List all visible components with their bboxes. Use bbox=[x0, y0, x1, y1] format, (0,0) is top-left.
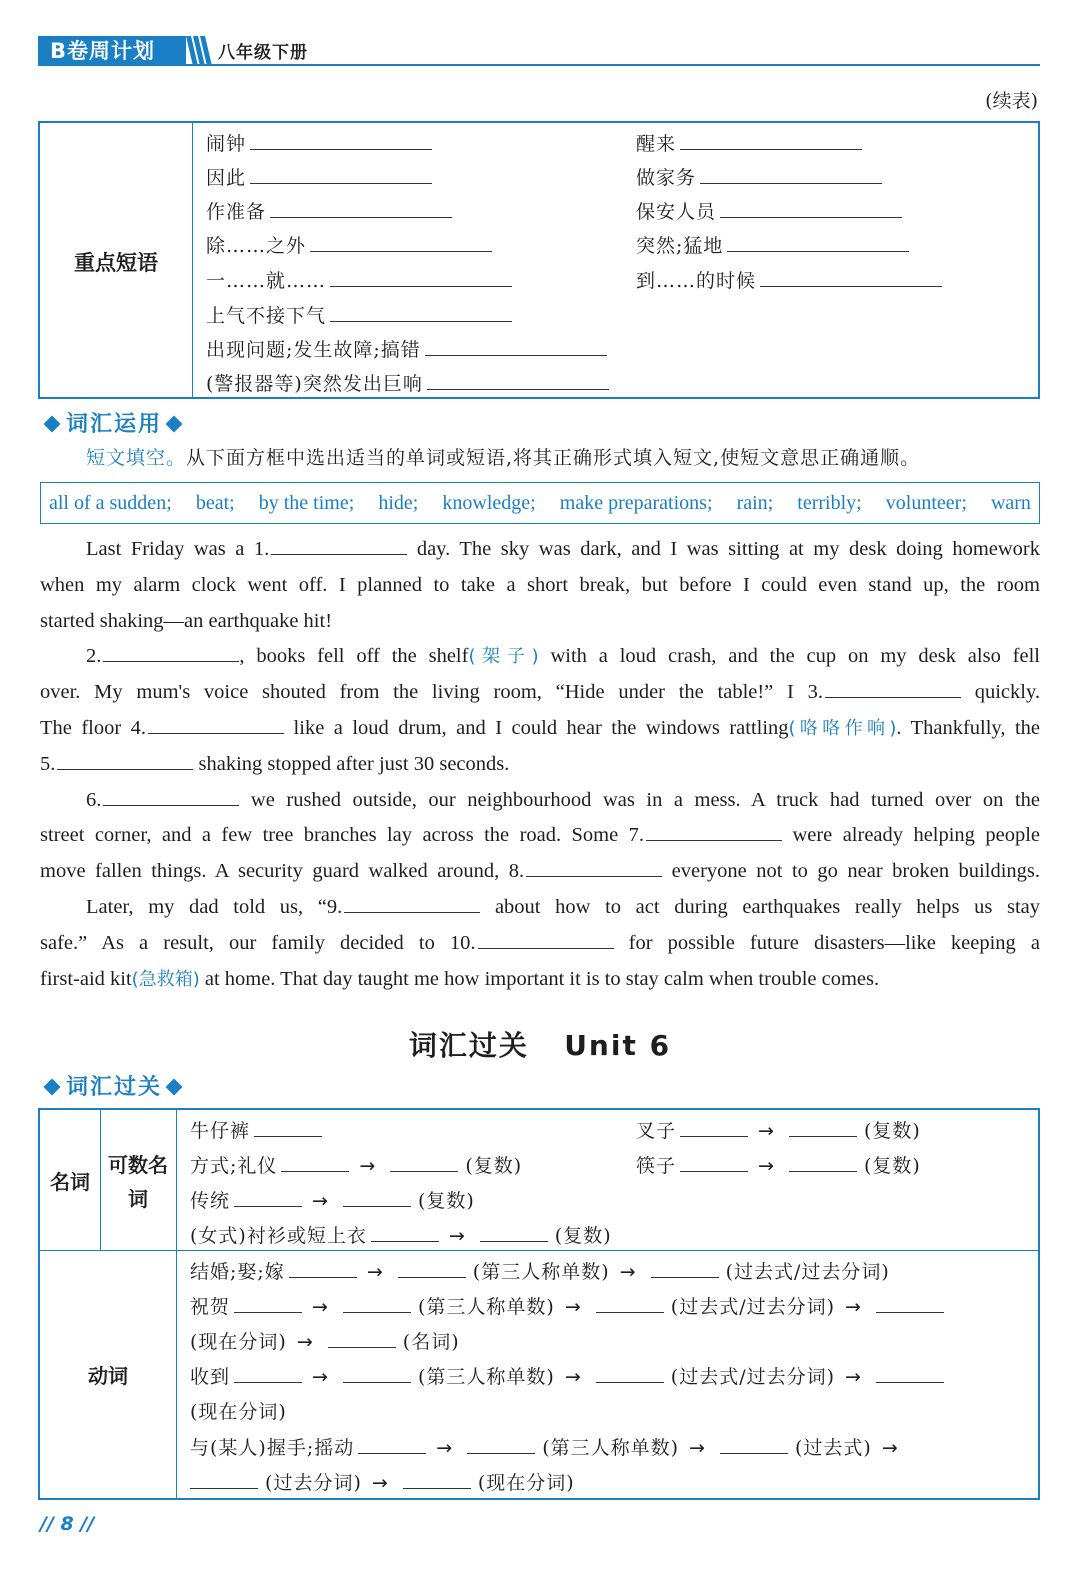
vocab-item: 收到 → (第三人称单数) → (过去式/过去分词) → bbox=[190, 1362, 944, 1389]
vocab-item: 筷子 → (复数) bbox=[636, 1155, 921, 1177]
answer-blank[interactable] bbox=[825, 697, 961, 698]
answer-blank[interactable] bbox=[760, 286, 942, 287]
answer-blank[interactable] bbox=[250, 183, 432, 184]
section-vocab-check: 词汇过关 bbox=[40, 1070, 188, 1101]
answer-blank[interactable] bbox=[398, 1277, 466, 1278]
grade-label: 八年级下册 bbox=[218, 43, 308, 63]
answer-blank[interactable] bbox=[190, 1488, 258, 1489]
phrase-item: 一……就…… bbox=[206, 266, 512, 293]
instruction: 短文填空。从下面方框中选出适当的单词或短语,将其正确形式填入短文,使短文意思正确通顺。 bbox=[86, 447, 921, 469]
answer-blank[interactable] bbox=[427, 389, 609, 390]
word-bank-item: warn bbox=[990, 492, 1031, 514]
vocab-item: (现在分词) → (名词) bbox=[190, 1331, 460, 1353]
answer-blank[interactable] bbox=[358, 1453, 426, 1454]
phrase-item: 作准备 bbox=[206, 197, 452, 224]
series-badge: B卷周计划 bbox=[38, 36, 186, 66]
vocab-item: (过去分词) → (现在分词) bbox=[190, 1468, 575, 1495]
answer-blank[interactable] bbox=[343, 1382, 411, 1383]
word-bank-item: by the time; bbox=[258, 492, 355, 514]
vocab-item: 祝贺 → (第三人称单数) → (过去式/过去分词) → bbox=[190, 1292, 944, 1319]
answer-blank[interactable] bbox=[646, 840, 782, 841]
answer-blank[interactable] bbox=[328, 1347, 396, 1348]
slash-icon: // bbox=[80, 1513, 95, 1535]
answer-blank[interactable] bbox=[478, 948, 614, 949]
answer-blank[interactable] bbox=[720, 1453, 788, 1454]
diamond-icon bbox=[166, 415, 183, 432]
slash-icon: // bbox=[40, 1513, 54, 1535]
key-phrases-title: 重点短语 bbox=[74, 251, 158, 275]
answer-blank[interactable] bbox=[876, 1382, 944, 1383]
diamond-icon bbox=[44, 415, 61, 432]
word-bank-item: all of a sudden; bbox=[49, 492, 172, 514]
answer-blank[interactable] bbox=[330, 321, 512, 322]
answer-blank[interactable] bbox=[390, 1171, 458, 1172]
answer-blank[interactable] bbox=[343, 1206, 411, 1207]
answer-blank[interactable] bbox=[680, 1171, 748, 1172]
phrase-item: 保安人员 bbox=[636, 197, 902, 224]
answer-blank[interactable] bbox=[270, 217, 452, 218]
answer-blank[interactable] bbox=[403, 1488, 471, 1489]
answer-blank[interactable] bbox=[57, 769, 193, 770]
answer-blank[interactable] bbox=[344, 912, 480, 913]
key-phrases-table bbox=[38, 121, 1040, 399]
phrase-item: 到……的时候 bbox=[636, 266, 942, 293]
answer-blank[interactable] bbox=[330, 286, 512, 287]
word-bank-item: terribly; bbox=[797, 492, 862, 514]
answer-blank[interactable] bbox=[289, 1277, 357, 1278]
answer-blank[interactable] bbox=[371, 1241, 439, 1242]
word-bank-item: beat; bbox=[195, 492, 235, 514]
answer-blank[interactable] bbox=[310, 251, 492, 252]
answer-blank[interactable] bbox=[148, 733, 284, 734]
page-number: // 8 // bbox=[40, 1513, 95, 1535]
answer-blank[interactable] bbox=[720, 217, 902, 218]
answer-blank[interactable] bbox=[526, 876, 662, 877]
vocab-item: 传统 → (复数) bbox=[190, 1190, 475, 1212]
answer-blank[interactable] bbox=[425, 355, 607, 356]
word-bank bbox=[40, 482, 1040, 524]
answer-blank[interactable] bbox=[103, 661, 239, 662]
answer-blank[interactable] bbox=[103, 805, 239, 806]
vocab-item: 牛仔裤 bbox=[190, 1116, 322, 1143]
gloss-note: (咯咯作响) bbox=[788, 717, 897, 739]
answer-blank[interactable] bbox=[343, 1312, 411, 1313]
phrase-item: 上气不接下气 bbox=[206, 301, 512, 328]
word-bank-item: hide; bbox=[378, 492, 419, 514]
answer-blank[interactable] bbox=[680, 1136, 748, 1137]
vocab-item: (现在分词) bbox=[190, 1401, 287, 1423]
phrase-item: 因此 bbox=[206, 163, 432, 190]
answer-blank[interactable] bbox=[680, 149, 862, 150]
unit-title: 词汇过关 Unit 6 bbox=[408, 1029, 672, 1062]
section-vocab-use: 词汇运用 bbox=[40, 407, 188, 438]
header-rule bbox=[38, 64, 1040, 66]
answer-blank[interactable] bbox=[789, 1171, 857, 1172]
answer-blank[interactable] bbox=[254, 1136, 322, 1137]
answer-blank[interactable] bbox=[271, 554, 407, 555]
cloze-passage: Last Friday was a 1. day. The sky was dark, and I was sitting at my desk doing homework when my alarm clock went off. I planned to take a short break, but before I could even stand up, the room started shaking—an earthquake hit! 2. , books fell off the shelf(架子) with a loud crash, and the cup on my desk also fell over. My mum's voice shouted from the living room, “Hide under the table!” I 3. quickly. The floor 4. like a loud drum, and I could hear the windows rattling(咯咯作响). Thankfully, the 5. shaking stopped after just 30 seconds. 6. we rushed outside, our neighbourhood was in a mess. A truck had turned over on the street corner, and a few tree branches lay across the road. Some 7. were already helping people move fallen things. A security guard walked around, 8. everyone not to go near broken buildings. Later, my dad told us, “9. about how to act during earthquakes really helps us stay safe.” As a result, our family decided to 10. for possible future disasters—like keeping a first-aid kit(急救箱) at home. That day taught me how important it is to stay calm when trouble comes. bbox=[40, 538, 1041, 990]
phrase-item: 做家务 bbox=[636, 163, 882, 190]
phrase-item: (警报器等)突然发出巨响 bbox=[206, 369, 609, 396]
answer-blank[interactable] bbox=[480, 1241, 548, 1242]
phrase-item: 除……之外 bbox=[206, 231, 492, 258]
vocab-item: 结婚;娶;嫁 → (第三人称单数) → (过去式/过去分词) bbox=[190, 1261, 890, 1283]
continued-label: (续表) bbox=[985, 90, 1038, 112]
answer-blank[interactable] bbox=[281, 1171, 349, 1172]
answer-blank[interactable] bbox=[789, 1136, 857, 1137]
answer-blank[interactable] bbox=[467, 1453, 535, 1454]
header-stripes bbox=[186, 36, 212, 66]
word-bank-item: knowledge; bbox=[442, 492, 536, 514]
answer-blank[interactable] bbox=[727, 251, 909, 252]
answer-blank[interactable] bbox=[596, 1312, 664, 1313]
answer-blank[interactable] bbox=[234, 1206, 302, 1207]
vocab-item: 方式;礼仪 → (复数) bbox=[190, 1155, 523, 1177]
word-bank-item: volunteer; bbox=[885, 492, 967, 514]
answer-blank[interactable] bbox=[700, 183, 882, 184]
verb-label: 动词 bbox=[88, 1364, 128, 1388]
phrase-item: 出现问题;发生故障;搞错 bbox=[206, 335, 607, 362]
countable-noun-label: 可数名词 bbox=[108, 1153, 168, 1211]
answer-blank[interactable] bbox=[234, 1382, 302, 1383]
phrase-item: 闹钟 bbox=[206, 129, 432, 156]
answer-blank[interactable] bbox=[250, 149, 432, 150]
gloss-note: (急救箱) bbox=[131, 968, 200, 990]
vocab-item: (女式)衬衫或短上衣 → (复数) bbox=[190, 1225, 612, 1247]
vocab-item: 与(某人)握手;摇动 → (第三人称单数) → (过去式) → bbox=[190, 1437, 899, 1459]
answer-blank[interactable] bbox=[234, 1312, 302, 1313]
diamond-icon bbox=[166, 1078, 183, 1095]
word-bank-item: rain; bbox=[736, 492, 774, 514]
word-bank-item: make preparations; bbox=[559, 492, 713, 514]
phrase-item: 突然;猛地 bbox=[636, 231, 909, 258]
vocab-item: 叉子 → (复数) bbox=[636, 1120, 921, 1142]
answer-blank[interactable] bbox=[596, 1382, 664, 1383]
diamond-icon bbox=[44, 1078, 61, 1095]
gloss-note: (架子) bbox=[468, 646, 539, 668]
answer-blank[interactable] bbox=[876, 1312, 944, 1313]
vocab-check-table bbox=[38, 1108, 1040, 1500]
answer-blank[interactable] bbox=[651, 1277, 719, 1278]
noun-label: 名词 bbox=[50, 1170, 90, 1194]
phrase-item: 醒来 bbox=[636, 129, 862, 156]
